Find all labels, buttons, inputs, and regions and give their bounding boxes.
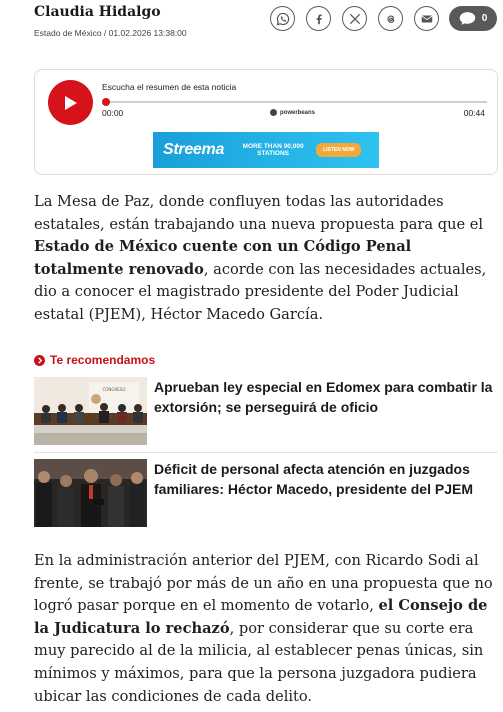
article-meta: Estado de México / 01.02.2026 13:38:00 (34, 28, 187, 38)
recommended-thumbnail[interactable] (34, 459, 147, 527)
paragraph-text: La Mesa de Paz, donde confluyen todas las autoridades estatales, están trabajando una nueva propuesta para que el (34, 193, 484, 233)
recommended-heading-label: Te recomendamos (50, 353, 156, 367)
svg-text:CONGRESO: CONGRESO (102, 387, 126, 392)
recommended-item[interactable] (34, 377, 498, 445)
x-share-button[interactable] (342, 6, 367, 31)
facebook-share-button[interactable] (306, 6, 331, 31)
recommended-heading (34, 353, 155, 367)
email-icon (420, 12, 434, 26)
paragraph-bold-text: Estado de México cuente con un Código Penal totalmente renovado (34, 238, 412, 278)
audio-summary-player (34, 69, 498, 175)
facebook-icon (312, 12, 326, 26)
recommended-item-title[interactable]: Déficit de personal afecta atención en juzgados familiares: Héctor Macedo, presidente del PJEM (154, 461, 473, 497)
comments-count: 0 (481, 13, 488, 24)
x-icon (348, 12, 362, 26)
paragraph-bold-text: el Consejo de la Judicatura lo rechazó (34, 597, 488, 637)
recommended-thumbnail[interactable] (34, 377, 147, 445)
powerbeans-logo-icon (270, 109, 277, 116)
chevron-right-circle-icon (34, 355, 45, 366)
whatsapp-share-button[interactable] (270, 6, 295, 31)
threads-icon (384, 12, 398, 26)
article-header (34, 4, 497, 44)
recommended-item-title[interactable]: Aprueban ley especial en Edomex para combatir la extorsión; se perseguirá de oficio (154, 379, 493, 415)
article-paragraph (34, 550, 496, 708)
ad-cta-button[interactable]: LISTEN NOW (316, 143, 361, 157)
brand-label: powerbeans (280, 109, 316, 116)
time-elapsed: 00:00 (102, 108, 124, 118)
player-brand (270, 109, 315, 116)
ad-logo: Streema (163, 141, 225, 158)
author-name[interactable]: Claudia Hidalgo (34, 4, 161, 20)
email-share-button[interactable] (414, 6, 439, 31)
player-title: Escucha el resumen de esta noticia (102, 82, 237, 92)
whatsapp-icon (276, 12, 290, 26)
article-paragraph (34, 191, 496, 327)
paragraph-text: En la administración anterior del PJEM, con Ricardo Sodi al frente, se trabajó por más de un año en una propuesta que no logró pasar porque en el momento de votarlo, (34, 552, 493, 615)
progress-handle[interactable] (102, 98, 110, 106)
divider (34, 452, 498, 453)
comments-button[interactable] (449, 6, 497, 31)
threads-share-button[interactable] (378, 6, 403, 31)
paragraph-text: , acorde con las necesidades actuales, dio a conocer el magistrado presidente del Poder Judicial estatal (PJEM), Héctor Macedo García. (34, 260, 487, 323)
share-bar (259, 6, 497, 31)
advertisement-banner[interactable] (153, 132, 379, 168)
play-button[interactable] (48, 80, 93, 125)
time-total: 00:44 (463, 108, 485, 118)
paragraph-text: , por considerar que su corte era muy parecido al de la milicia, al establecer penas únicas, sin mínimos y máximos, para que la persona juzgadora pudiera ubicar las condiciones de cada delito. (34, 619, 484, 705)
recommended-item[interactable] (34, 459, 498, 527)
comment-icon (459, 11, 476, 26)
progress-track[interactable] (105, 101, 487, 103)
ad-text: MORE THAN 90,000 STATIONS (242, 143, 304, 157)
play-icon (64, 95, 78, 111)
